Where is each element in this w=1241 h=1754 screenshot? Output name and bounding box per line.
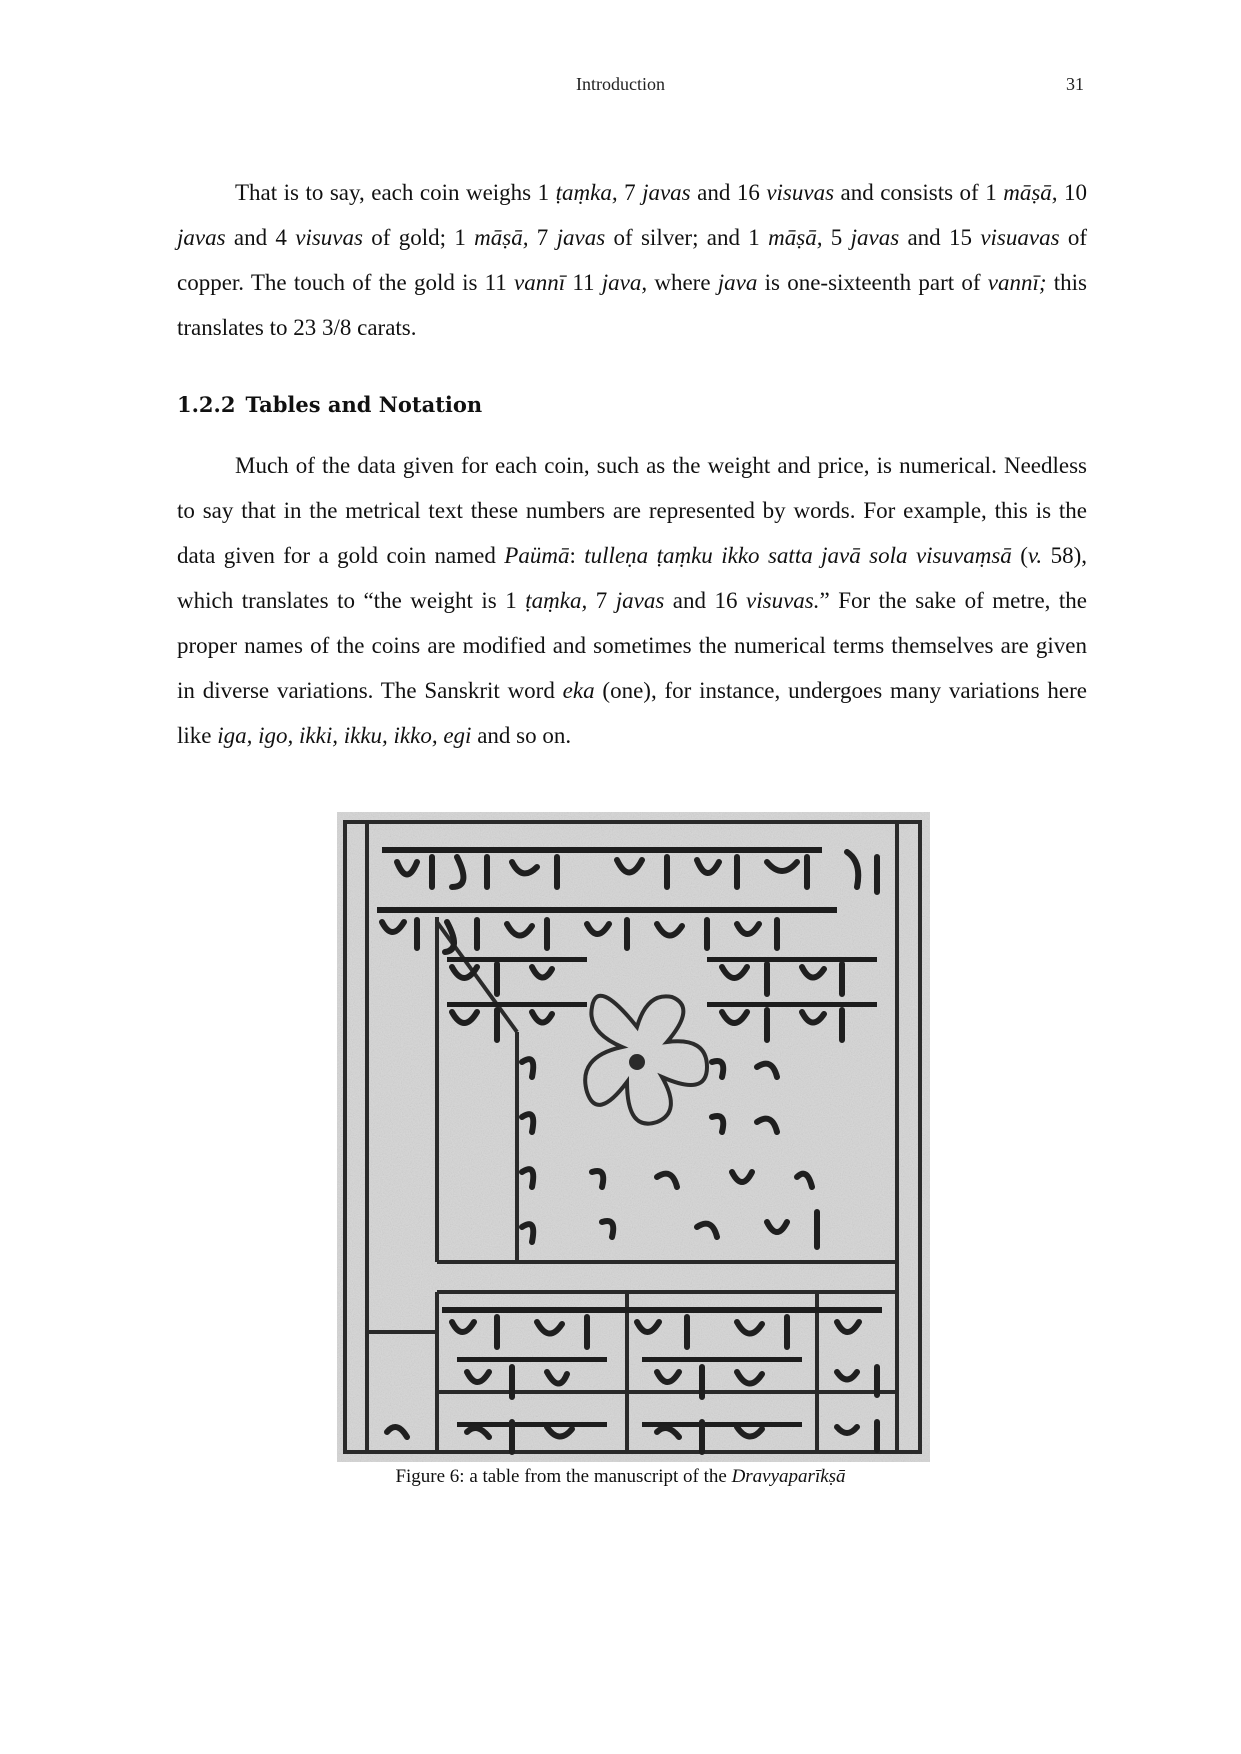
caption-prefix: Figure 6: a table from the manuscript of the — [395, 1466, 732, 1487]
caption-title: Dravyaparīkṣā — [731, 1466, 846, 1487]
running-head-title: Introduction — [576, 74, 665, 94]
manuscript-image — [337, 812, 930, 1462]
figure-caption — [0, 1466, 1241, 1488]
paragraph-1-text: That is to say, each coin weighs 1 ṭaṃka, 7 javas and 16 visuvas and consists of 1 māṣā, 10 javas and 4 visuvas of gold; 1 māṣā, 7 javas of silver; and 1 māṣā, 5 javas and 15 visuavas of copper. The touch of the gold is 11 vannī 11 java, where java is one-sixteenth part of vannī; this translates to 23 3/8 carats. — [177, 180, 1088, 340]
paragraph-1 — [177, 170, 1087, 350]
manuscript-figure — [337, 812, 930, 1462]
section-number: 1.2.2 — [177, 392, 236, 417]
section-title: Tables and Notation — [245, 392, 483, 417]
page-number: 31 — [1066, 74, 1084, 94]
paragraph-2-text: Much of the data given for each coin, such as the weight and price, is numerical. Needless to say that in the metrical text these numbers are represented by words. For example, this is the data given for a gold coin named Paümā: tulleṇa ṭaṃku ikko satta javā sola visuvaṃsā (v. 58), which translates to “the weight is 1 ṭaṃka, 7 javas and 16 visuvas.” For the sake of metre, the proper names of the coins are modified and sometimes the numerical terms themselves are given in diverse variations. The Sanskrit word eka (one), for instance, undergoes many variations here like iga, igo, ikki, ikku, ikko, egi and so on. — [177, 453, 1088, 748]
paragraph-2 — [177, 443, 1087, 758]
section-heading — [177, 392, 482, 417]
